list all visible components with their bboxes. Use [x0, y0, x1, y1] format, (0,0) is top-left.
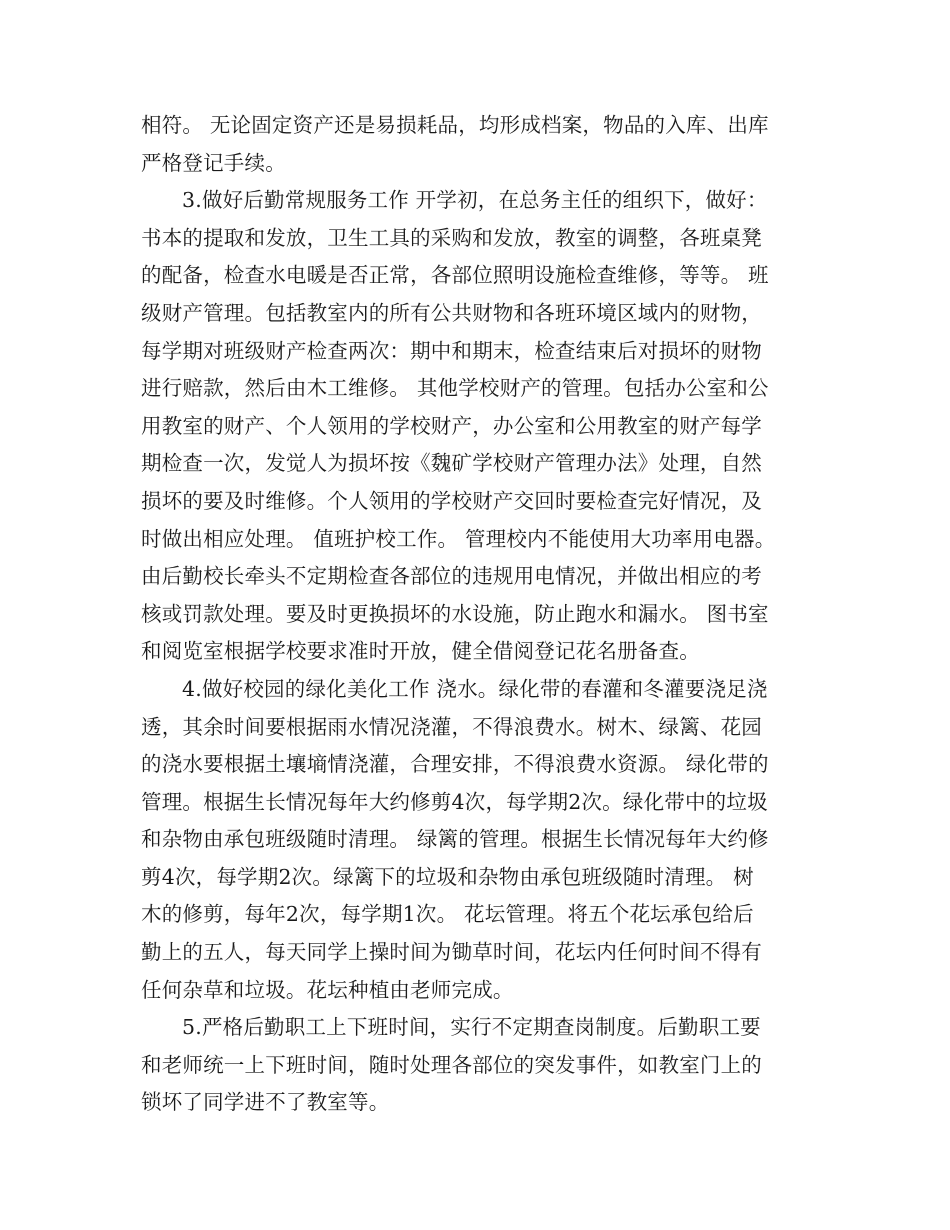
text-line: 锁坏了同学进不了教室等。 [141, 1090, 390, 1115]
text-line: 书本的提取和发放，卫生工具的采购和发放，教室的调整，各班桌凳 [141, 225, 762, 250]
text-line: 用教室的财产、个人领用的学校财产，办公室和公用教室的财产每学 [141, 413, 762, 438]
text-line: 严格登记手续。 [141, 150, 286, 175]
text-line: 每学期对班级财产检查两次：期中和期末，检查结束后对损坏的财物 [141, 338, 762, 363]
text-line: 的浇水要根据土壤墒情浇灌，合理安排，不得浪费水资源。 绿化带的 [141, 752, 769, 777]
text-line: 3.做好后勤常规服务工作 开学初，在总务主任的组织下，做好： [182, 188, 768, 213]
paragraph-routine-service [141, 182, 813, 671]
paragraph-greening [141, 671, 813, 1009]
text-line: 和杂物由承包班级随时清理。 绿篱的管理。根据生长情况每年大约修 [141, 827, 769, 852]
text-line: 4.做好校园的绿化美化工作 浇水。绿化带的春灌和冬灌要浇足浇 [182, 676, 768, 701]
text-line: 和阅览室根据学校要求准时开放，健全借阅登记花名册备查。 [141, 639, 700, 664]
text-line: 5.严格后勤职工上下班时间，实行不定期查岗制度。后勤职工要 [182, 1015, 761, 1040]
text-line: 期检查一次，发觉人为损坏按《魏矿学校财产管理办法》处理，自然 [141, 451, 762, 476]
text-line: 和老师统一上下班时间，随时处理各部位的突发事件，如教室门上的 [141, 1052, 762, 1077]
text-line: 相符。 无论固定资产还是易损耗品，均形成档案，物品的入库、出库 [141, 113, 769, 137]
text-line: 进行赔款，然后由木工维修。 其他学校财产的管理。包括办公室和公 [141, 376, 769, 401]
text-line: 核或罚款处理。要及时更换损坏的水设施，防止跑水和漏水。 图书室 [141, 601, 769, 626]
text-line: 勤上的五人，每天同学上操时间为锄草时间，花坛内任何时间不得有 [141, 940, 762, 965]
document-body [141, 107, 813, 1122]
text-line: 的配备，检查水电暖是否正常，各部位照明设施检查维修，等等。 班 [141, 263, 769, 288]
text-line: 损坏的要及时维修。个人领用的学校财产交回时要检查完好情况，及 [141, 488, 762, 513]
text-line: 时做出相应处理。 值班护校工作。 管理校内不能使用大功率用电器。 [141, 526, 776, 551]
paragraph-asset-records [141, 107, 813, 182]
text-line: 级财产管理。包括教室内的所有公共财物和各班环境区域内的财物， [141, 300, 762, 325]
text-line: 剪4次，每学期2次。绿篱下的垃圾和杂物由承包班级随时清理。 树 [141, 864, 754, 889]
text-line: 木的修剪，每年2次，每学期1次。 花坛管理。将五个花坛承包给后 [141, 902, 754, 927]
paragraph-work-hours [141, 1009, 813, 1122]
text-line: 由后勤校长牵头不定期检查各部位的违规用电情况，并做出相应的考 [141, 564, 762, 589]
text-line: 管理。根据生长情况每年大约修剪4次，每学期2次。绿化带中的垃圾 [141, 789, 768, 814]
text-line: 任何杂草和垃圾。花坛种植由老师完成。 [141, 977, 514, 1002]
text-line: 透，其余时间要根据雨水情况浇灌，不得浪费水。树木、绿篱、花园 [141, 714, 762, 739]
